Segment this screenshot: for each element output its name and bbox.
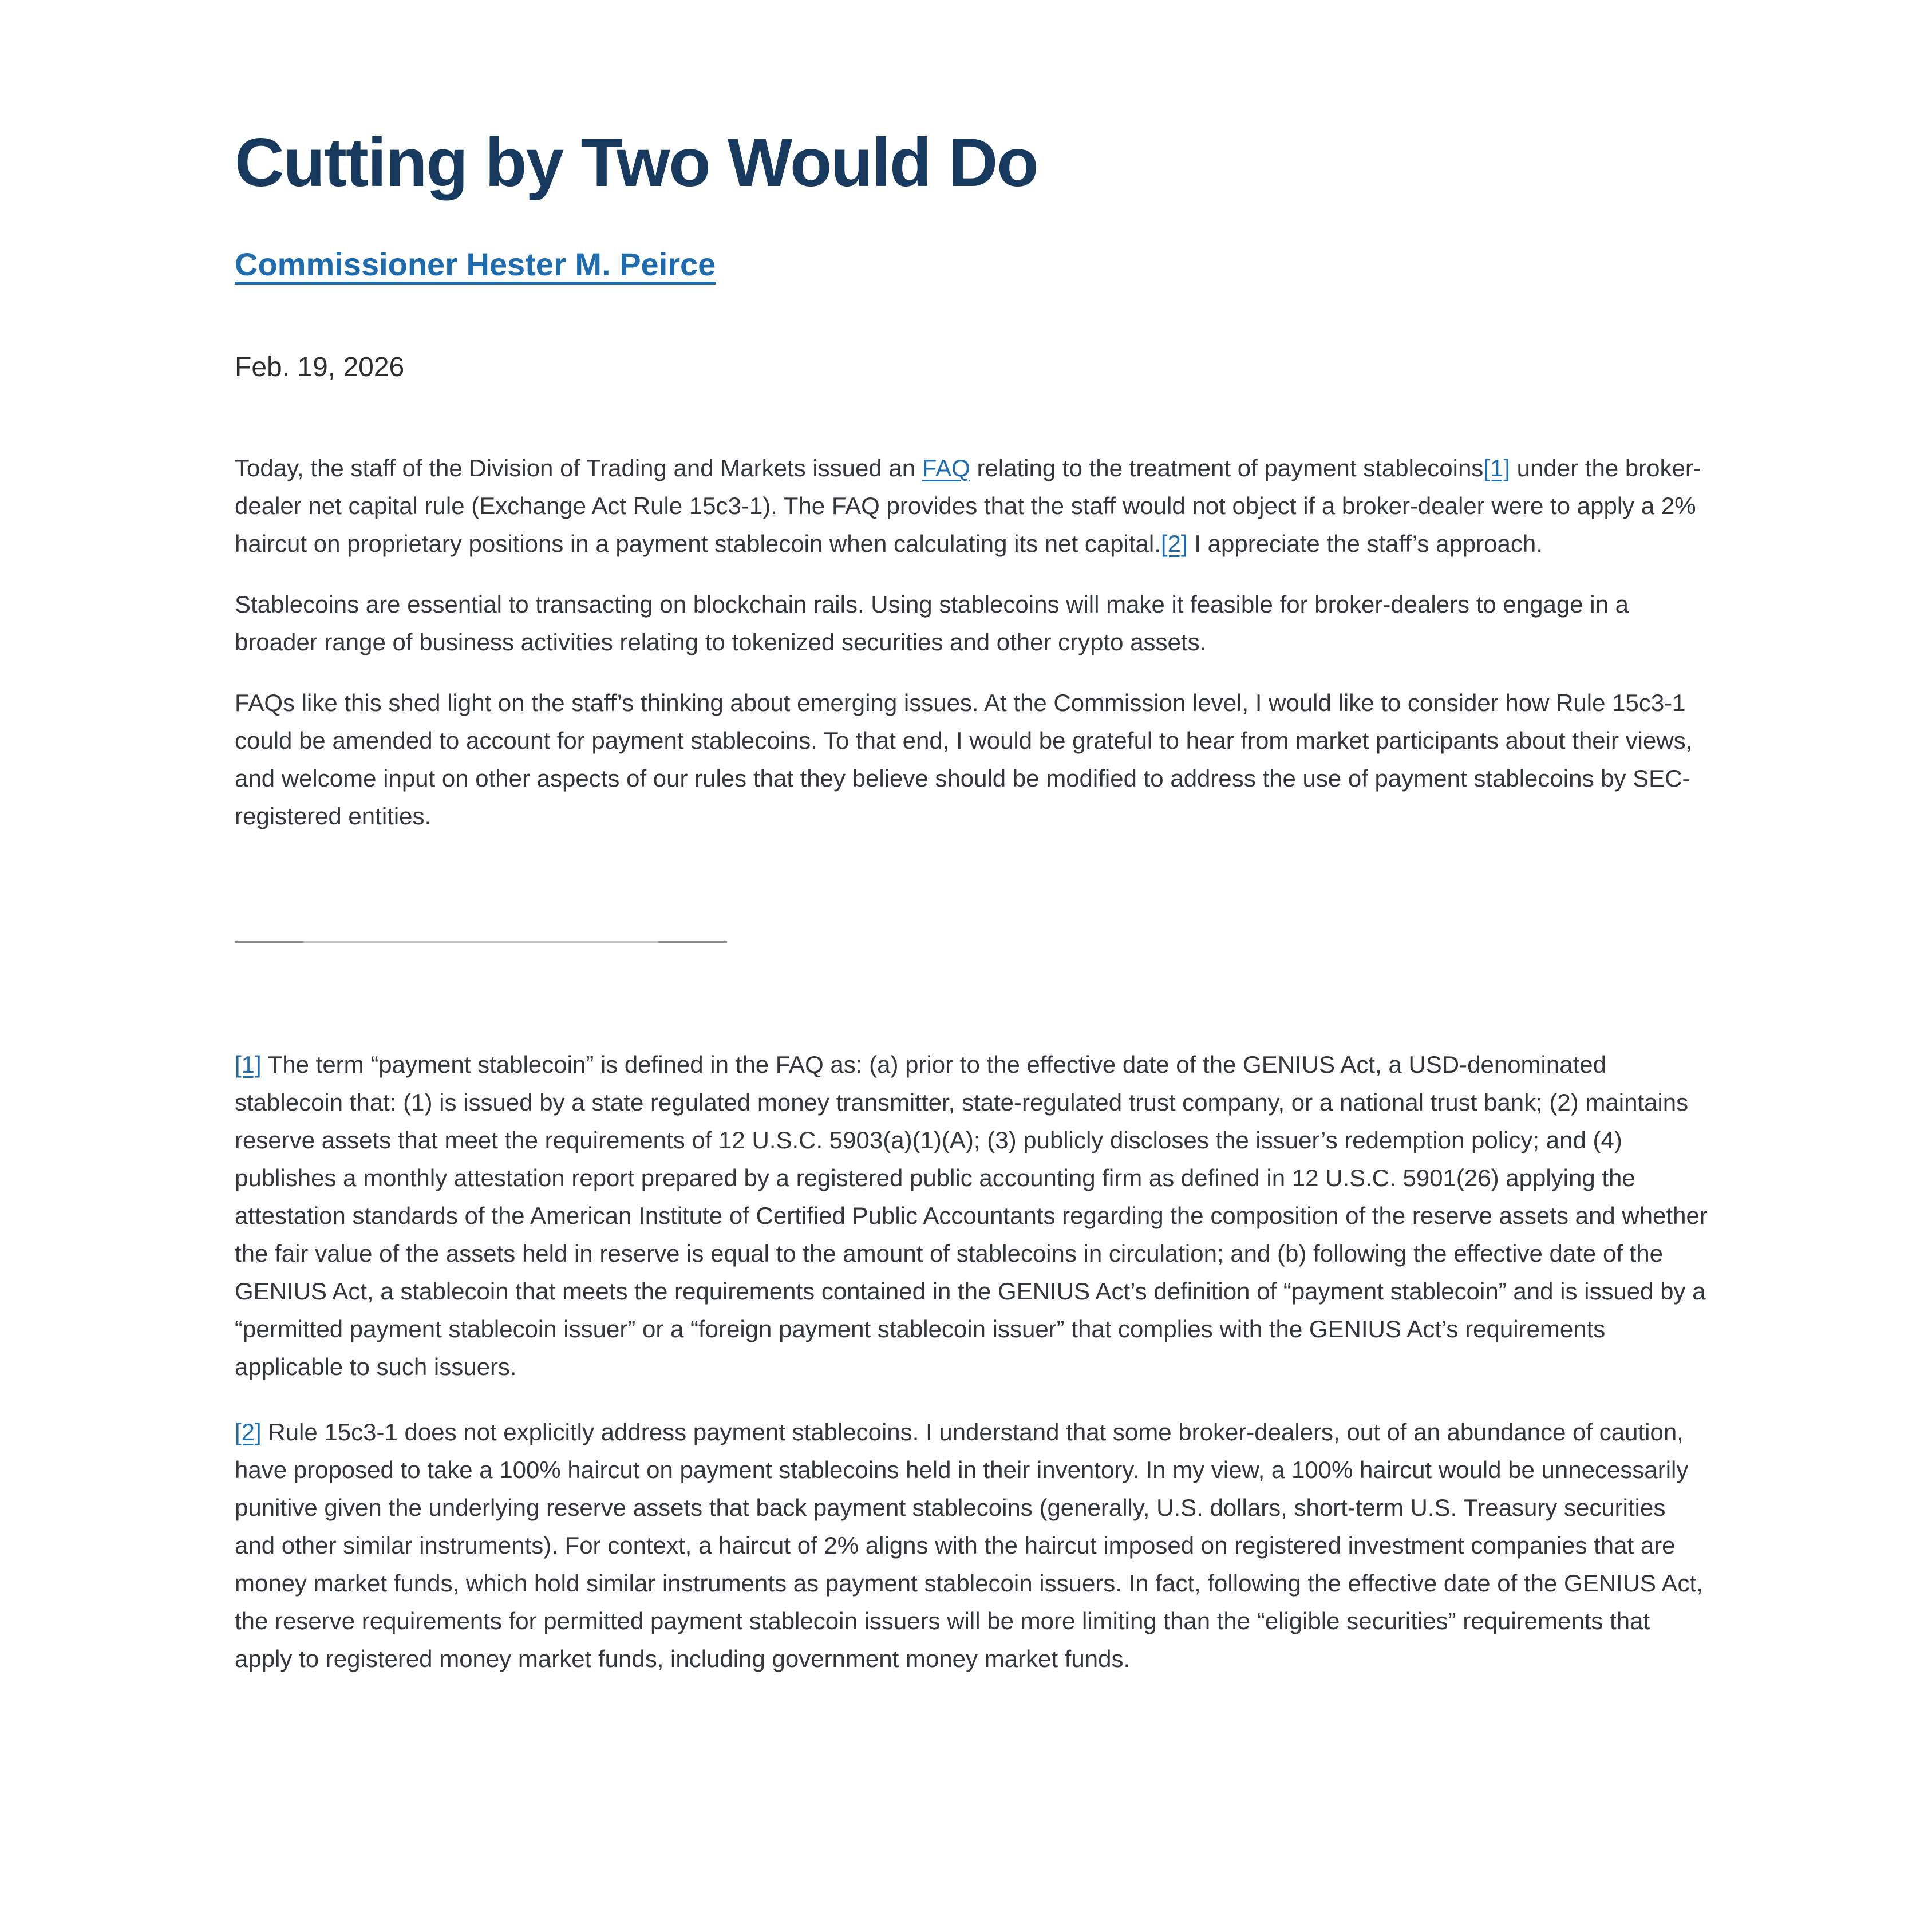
footnote-2 [235,1413,1712,1678]
sec-statement-page [235,0,1712,1705]
paragraph-2 [235,586,1712,661]
text-run: Rule 15c3-1 does not explicitly address payment stablecoins. I understand that some broker-dealers, out of an abundance of caution, have proposed to take a 100% haircut on payment stablecoins held in their inventory. In my view, a 100% haircut would be unnecessarily punitive given the underlying reserve assets that back payment stablecoins (generally, U.S. dollars, short-term U.S. Treasury securities and other similar instruments). For context, a haircut of 2% aligns with the haircut imposed on registered investment companies that are money market funds, which hold similar instruments as payment stablecoin issuers. In fact, following the effective date of the GENIUS Act, the reserve requirements for permitted payment stablecoin issuers will be more limiting than the “eligible securities” requirements that apply to registered money market funds, including government money market funds. [235,1419,1703,1672]
byline-author-link[interactable]: Commissioner Hester M. Peirce [235,246,716,282]
footnote-1-backlink[interactable]: [1] [235,1051,262,1078]
footnote-2-backlink[interactable]: [2] [235,1419,262,1445]
text-run: Stablecoins are essential to transacting on blockchain rails. Using stablecoins will make it feasible for broker-dealers to engage in a broader range of business activities relating to tokenized securities and other crypto assets. [235,591,1629,655]
text-run: The term “payment stablecoin” is defined in the FAQ as: (a) prior to the effective date of the GENIUS Act, a USD-denominated stablecoin that: (1) is issued by a state regulated money transmitter, state-regulated trust company, or a national trust bank; (2) maintains reserve assets that meet the requirements of 12 U.S.C. 5903(a)(1)(A); (3) publicly discloses the issuer’s redemption policy; and (4) publishes a monthly attestation report prepared by a registered public accounting firm as defined in 12 U.S.C. 5901(26) applying the attestation standards of the American Institute of Certified Public Accountants regarding the composition of the reserve assets and whether the fair value of the assets held in reserve is equal to the amount of stablecoins in circulation; and (b) following the effective date of the GENIUS Act, a stablecoin that meets the requirements contained in the GENIUS Act’s definition of “payment stablecoin” and is issued by a “permitted payment stablecoin issuer” or a “foreign payment stablecoin issuer” that complies with the GENIUS Act’s requirements applicable to such issuers. [235,1051,1708,1380]
byline [235,246,1712,283]
publication-date: Feb. 19, 2026 [235,352,405,382]
paragraph-1 [235,449,1712,563]
page-title: Cutting by Two Would Do [235,124,1038,201]
footnote-1 [235,1046,1712,1386]
text-run: I appreciate the staff’s approach. [1187,530,1543,557]
statement-body [235,449,1712,835]
text-run: relating to the treatment of payment stablecoins [970,455,1484,481]
faq-link[interactable]: FAQ [922,455,970,481]
footnote-2-ref-link[interactable]: [2] [1160,530,1188,557]
footnotes [235,1046,1712,1678]
paragraph-3 [235,684,1712,835]
text-run: Today, the staff of the Division of Trading and Markets issued an [235,455,922,481]
text-run: under the broker-dealer net capital rule (Exchange Act Rule 15c3-1). The FAQ provides that the staff would not object if a broker-dealer were to apply a 2% haircut on proprietary positions in a payment stablecoin when calculating its net capital. [235,455,1701,557]
footnote-1-ref-link[interactable]: [1] [1483,455,1511,481]
text-run: FAQs like this shed light on the staff’s thinking about emerging issues. At the Commission level, I would like to consider how Rule 15c3-1 could be amended to account for payment stablecoins. To that end, I would be grateful to hear from market participants about their views, and welcome input on other aspects of our rules that they believe should be modified to address the use of payment stablecoins by SEC-registered entities. [235,689,1693,829]
footnote-divider [235,941,727,943]
